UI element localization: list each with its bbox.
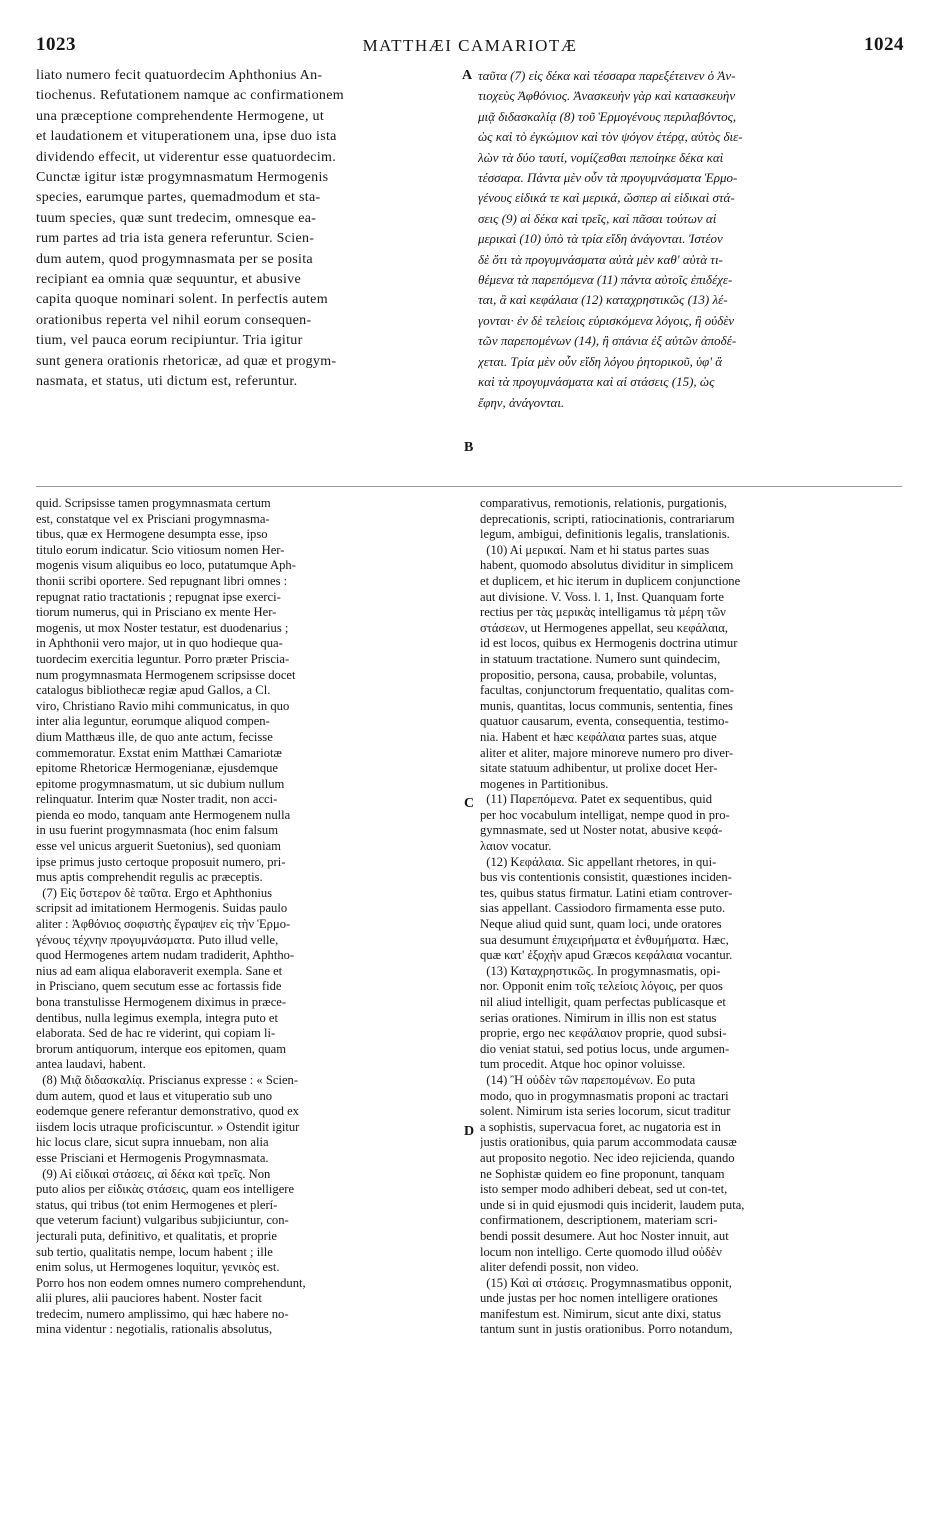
note-line: nius ad eam aliqua elaboraverit exempla. Sane et — [36, 963, 283, 978]
text-line: nasmata, et status, uti dictum est, referuntur. — [36, 374, 298, 390]
note-line: in usu fuerint progymnasmata (hoc enim falsum — [36, 823, 279, 838]
note-line: confirmationem, descriptionem, materiam scri- — [480, 1213, 718, 1228]
note-line: nil aliud intelligit, quam perfectas publicasque et — [480, 995, 726, 1009]
note-line: deprecationis, scripti, ratiocinationis, contrariarum — [480, 511, 735, 526]
text-line: σεις (9) αἱ δέκα καὶ τρεῖς, καὶ πᾶσαι τούτων αἱ — [478, 210, 717, 226]
note-line: in statuum tractatione. Numero sunt quindecim, — [480, 651, 721, 666]
note-line: a sophistis, supervacua foret, ac nugatoria est in — [480, 1119, 721, 1134]
note-line: legum, ambigui, definitionis legalis, translationis. — [480, 527, 730, 542]
text-line: tiochenus. Refutationem namque ac confirmationem — [36, 88, 344, 104]
note-line: (14) Ἢ οὐδὲν τῶν παρεπομένων. Eo puta — [480, 1072, 696, 1087]
section-marker-c: C — [464, 796, 475, 811]
note-line: aut divisione. V. Voss. l. 1, Inst. Quanquam forte — [480, 589, 724, 604]
note-line: tes, quibus status firmatur. Latini etiam controver- — [480, 885, 733, 900]
text-line: δὲ ὅτι τὰ προγυμνάσματα αὐτὰ μὲν καθ' αὑτὰ τι- — [478, 251, 723, 267]
note-line: sub tertio, qualitatis nempe, locum habent ; ille — [36, 1244, 273, 1259]
greek-text-column — [478, 66, 902, 413]
note-line: est, constatque vel ex Prisciani progymnasma- — [36, 511, 270, 526]
text-line: et laudationem et vituperationem una, ipse duo ista — [36, 129, 337, 145]
note-line: thonii scribi oportere. Sed repugnant libri omnes : — [36, 573, 288, 588]
note-line: sitate statuum adhibentur, ut prolixe docet Her- — [480, 761, 718, 776]
text-line: Cunctæ igitur istæ progymnasmatum Hermogenis — [36, 170, 329, 186]
section-marker-d: D — [464, 1124, 475, 1139]
note-line: quod Hermogenes artem nudam tradiderit, Aphtho- — [36, 948, 295, 963]
note-line: habent, quomodo absolutus dividitur in simplicem — [480, 558, 734, 573]
note-line: num progymnasmata Hermogenem scripsisse docet — [36, 667, 296, 682]
note-line: tantum sunt in justis orationibus. Porro notandum, — [480, 1322, 733, 1337]
note-line: hic locus clare, sicut supra innuebam, non alia — [36, 1135, 269, 1150]
note-line: propositio, persona, causa, probabile, voluntas, — [480, 667, 717, 682]
text-line: species, earumque partes, quemadmodum et sta- — [36, 190, 321, 206]
note-line: Neque aliud quid sunt, quam loci, unde oratores — [480, 917, 722, 932]
text-line: καὶ τὰ προγυμνάσματα καὶ αἱ στάσεις (15), ὡς — [478, 374, 715, 390]
note-line: (11) Παρεπόμενα. Patet ex sequentibus, quid — [480, 792, 713, 807]
note-line: στάσεων, ut Hermogenes appellat, seu κεφάλαια, — [480, 620, 728, 635]
note-line: mogenis visum aliquibus eo loco, putatumque Aph- — [36, 558, 296, 573]
note-line: commemoratur. Exstat enim Matthæi Camariotæ — [36, 745, 282, 760]
note-line: rectius per τὰς μερικὰς intelligamus τὰ μέρη τῶν — [480, 605, 726, 620]
note-line: in Prisciano, quem secutum esse ac fortassis fide — [36, 979, 282, 994]
running-title: MATTHÆI CAMARIOTÆ — [362, 36, 578, 55]
text-line: μιᾷ διδασκαλίᾳ (8) τοῦ Ἑρμογένους περιλαβόντος, — [478, 108, 737, 124]
note-line: mogenes in Partitionibus. — [480, 776, 609, 791]
note-line: antea laudavi, habent. — [36, 1057, 146, 1072]
note-line: dio veniat statui, sed potius locus, unde argumen- — [480, 1041, 730, 1056]
note-line: (12) Κεφάλαια. Sic appellant rhetores, in qui- — [480, 854, 717, 869]
note-line: et duplicem, et hic iterum in duplicem conjunctione — [480, 573, 741, 588]
note-line: (9) Αἱ εἰδικαὶ στάσεις, αἱ δέκα καὶ τρεῖς. Non — [36, 1166, 271, 1181]
text-line: τῶν παρεπομένων (14), ἢ σπάνια ἐξ αὐτῶν ἀποδέ- — [478, 333, 737, 349]
note-line: epitome Rhetoricæ Hermogenianæ, ejusdemque — [36, 761, 279, 776]
text-line: ἔφην, ἀνάγονται. — [478, 394, 565, 410]
note-line: esse vel unicus arguerit Suetonius), sed quoniam — [36, 839, 281, 854]
note-line: tiorum numerus, qui in Prisciano ex mente Her- — [36, 605, 277, 620]
note-line: locum non intelligo. Certe quomodo illud οὐδὲν — [480, 1244, 722, 1259]
note-line: nia. Habent et hæc κεφάλαια partes suas, atque — [480, 729, 717, 744]
section-marker-b: B — [464, 440, 474, 455]
note-line: sua desumunt ἐπιχειρήματα et ἐνθυμήματα. Hæc, — [480, 932, 729, 947]
note-line: bus vis contentionis consistit, quæstiones inciden- — [480, 870, 732, 885]
text-line: capita quoque nominari solent. In perfectis autem — [36, 292, 328, 308]
page-number-left: 1023 — [36, 34, 76, 55]
text-line: orationibus reperta vel nihil eorum consequen- — [36, 312, 312, 328]
note-line: catalogus bibliothecæ regiæ apud Gallos, a Cl. — [36, 683, 271, 698]
note-line: status, qui tribus (tot enim Hermogenes et plerí- — [36, 1197, 278, 1212]
note-line: relinquatur. Interim quæ Noster tradit, non acci- — [36, 792, 278, 807]
note-line: in Aphthonii vero major, ut in quo hodieque qua- — [36, 636, 283, 651]
note-line: tuordecim exercitia leguntur. Porro præter Priscia- — [36, 651, 290, 666]
note-line: gymnasmate, sed ut Noster notat, abusive κεφά- — [480, 823, 723, 838]
notes-column-right — [480, 496, 902, 1338]
text-line: μερικαὶ (10) ὑπὸ τὰ τρία εἴδη ἀνάγονται. Ἰστέον — [478, 231, 723, 247]
note-line: γένους τέχνην προγυμνάσματα. Puto illud velle, — [36, 932, 279, 947]
note-line: Porro hos non eodem omnes numero comprehendunt, — [36, 1275, 306, 1290]
note-line: ipse primus justo certoque proposuit numero, pri- — [36, 854, 286, 869]
note-line: tum procedit. Atque hoc opinor voluisse. — [480, 1057, 686, 1072]
note-line: titulo eorum indicatur. Scio vitiosum nomen Her- — [36, 542, 285, 557]
text-line: rum partes ad tria ista genera referuntur. Scien- — [36, 231, 315, 247]
text-line: dividendo effecit, ut viderentur esse quatuordecim. — [36, 149, 337, 165]
text-line: sunt genera orationis rhetoricæ, ad quæ et progym- — [36, 353, 337, 369]
text-line: χεται. Τρία μὲν οὖν εἴδη λόγου ῥητορικοῦ, ὑφ' ἃ — [478, 353, 723, 369]
note-line: per hoc vocabulum intelligat, nempe quod in pro- — [480, 807, 730, 822]
note-line: justis orationibus, quia parum accommodata causæ — [480, 1135, 737, 1150]
note-line: (8) Μιᾷ διδασκαλίᾳ. Priscianus expresse : « Scien- — [36, 1072, 299, 1087]
text-line: ταῦτα (7) εἰς δέκα καὶ τέσσαρα παρεξέτεινεν ὁ Ἀν- — [478, 68, 736, 83]
note-line: esse Prisciani et Hermogenis Progymnasmata. — [36, 1150, 269, 1165]
note-line: mina videntur : negotialis, rationalis absolutus, — [36, 1322, 273, 1337]
note-line: aliter defendi possit, non video. — [480, 1260, 639, 1275]
text-line: γονται· ἐν δὲ τελείοις εὑρισκόμενα λόγοις, ἢ οὐδὲν — [478, 312, 735, 328]
note-line: dentibus, nulla legimus exempla, integra puto et — [36, 1010, 279, 1025]
text-line: dum autem, quod progymnasmata per se posita — [36, 251, 313, 267]
note-line: alii plures, alii pauciores habent. Noster facit — [36, 1291, 262, 1306]
note-line: λαιον vocatur. — [480, 839, 552, 854]
note-line: eodemque genere referantur demonstrativo, quod ex — [36, 1104, 299, 1119]
text-line: una præceptione comprehendente Hermogene, ut — [36, 108, 325, 124]
note-line: mus aptis comprehendit regulis ac præceptis. — [36, 870, 263, 885]
page-number-right: 1024 — [864, 34, 904, 55]
note-line: que veterum faciunt) vulgaribus subjiciuntur, con- — [36, 1213, 289, 1228]
note-line: solent. Nimirum ista series locorum, sicut traditur — [480, 1104, 731, 1119]
notes-column-left — [36, 496, 458, 1338]
note-line: munis, quantitas, locus communis, sententia, fines — [480, 698, 733, 713]
note-line: modo, quo in progymnasmatis proponi ac tractari — [480, 1088, 729, 1103]
text-line: γένους εἰδικά τε καὶ μερικά, ὥσπερ αἱ εἰδικαὶ στά- — [478, 190, 735, 206]
note-line: aliter et aliter, majore minoreve numero pro diver- — [480, 745, 734, 760]
note-line: jecturali puta, definitivo, et qualitatis, et proprie — [36, 1228, 277, 1243]
note-line: (13) Καταχρηστικῶς. In progymnasmatis, opi- — [480, 963, 721, 978]
section-marker-a: A — [462, 68, 473, 83]
note-line: iisdem locis utraque proficiscuntur. » Ostendit igitur — [36, 1119, 300, 1134]
note-line: quatuor causarum, eventa, consequentia, testimo- — [480, 714, 729, 729]
note-line: serias orationes. Nimirum in illis non est status — [480, 1010, 717, 1025]
note-line: tibus, quæ ex Hermogene desumpta esse, ipso — [36, 527, 268, 542]
note-line: proprie, ergo nec κεφάλαιον proprie, quod subsi- — [480, 1026, 727, 1041]
note-line: mogenis, ut mox Noster testatur, est duodenarius ; — [36, 620, 289, 635]
note-line: pienda eo modo, tanquam ante Hermogenem nulla — [36, 807, 291, 822]
note-line: bendi possit desumere. Aut hoc Noster innuit, aut — [480, 1228, 729, 1243]
note-line: quæ κατ' ἐξοχὴν apud Græcos κεφάλαια vocantur. — [480, 948, 733, 963]
note-line: facultas, conjunctorum frequentatio, qualitas com- — [480, 683, 734, 698]
note-line: puto alios per εἰδικὰς στάσεις, quam eos intelligere — [36, 1182, 295, 1197]
note-line: isto semper modo adhiberi debeat, sed ut con-tet, — [480, 1182, 728, 1197]
note-line: tredecim, numero amplissimo, qui hæc habere no- — [36, 1306, 289, 1321]
note-line: aliter : Ἀφθόνιος σοφιστὴς ἔγραψεν εἰς τὴν Ἑρμο- — [36, 917, 291, 932]
text-line: liato numero fecit quatuordecim Aphthonius An- — [36, 68, 323, 83]
section-divider — [36, 486, 902, 487]
note-line: manifestum est. Nimirum, sicut ante dixi, status — [480, 1306, 721, 1321]
note-line: bona transtulisse Hermogenem diximus in præce- — [36, 995, 287, 1009]
note-line: (15) Καὶ αἱ στάσεις. Progymnasmatibus opponit, — [480, 1275, 732, 1290]
text-line: τέσσαρα. Πάντα μὲν οὖν τὰ προγυμνάσματα Ἑρμο- — [478, 170, 738, 186]
note-line: dium Matthæus ille, de quo ante actum, fecisse — [36, 729, 273, 744]
note-line: enim solus, ut Hermogenes loquitur, γενικὸς est. — [36, 1260, 280, 1275]
note-line: ne Sophistæ quidem eo fine proponunt, tanquam — [480, 1166, 725, 1181]
note-line: unde justas per hoc nomen intelligere orationes — [480, 1291, 718, 1306]
latin-text-column — [36, 66, 458, 393]
text-line: recipiant ea omnia quæ sequuntur, et abusive — [36, 272, 301, 288]
note-line: (10) Αἱ μερικαί. Nam et hi status partes suas — [480, 542, 710, 557]
note-line: dum autem, quod et laus et vituperatio sub uno — [36, 1088, 273, 1103]
note-line: quid. Scripsisse tamen progymnasmata certum — [36, 496, 271, 510]
text-line: λὼν τὰ δύο ταυτί, νομίζεσθαι πεποίηκε δέκα καὶ — [478, 149, 724, 165]
text-line: tium, vel pauca eorum recipiuntur. Tria igitur — [36, 333, 303, 349]
note-line: unde si in quid ejusmodi quis inciderit, laudem puta, — [480, 1197, 745, 1212]
note-line: inter alia leguntur, eorumque aliquod compen- — [36, 714, 270, 729]
text-line: θέμενα τὰ παρεπόμενα (11) πάντα αὐτοῖς ἐπιδέχε- — [478, 272, 733, 288]
text-line: ται, ἃ καὶ κεφάλαια (12) καταχρηστικῶς (13) λέ- — [478, 292, 728, 308]
note-line: id est locos, quibus ex Hermogenis doctrina utimur — [480, 636, 738, 651]
text-line: ὡς καὶ τὸ ἐγκώμιον καὶ τὸν ψόγον ἑτέρᾳ, αὐτὸς διε- — [478, 129, 743, 145]
note-line: (7) Εἰς ὕστερον δὲ ταῦτα. Ergo et Aphthonius — [36, 885, 273, 900]
note-line: brorum antiquorum, interque eos epitomen, quam — [36, 1041, 287, 1056]
note-line: comparativus, remotionis, relationis, purgationis, — [480, 496, 728, 510]
text-line: τιοχεὺς Ἀφθόνιος. Ἀνασκευὴν γὰρ καὶ κατασκευὴν — [478, 88, 736, 104]
running-header — [36, 34, 904, 60]
note-line: aut proposito negotio. Nec ideo rejicienda, quando — [480, 1150, 735, 1165]
note-line: scripsit ad imitationem Hermogenis. Suidas paulo — [36, 901, 288, 916]
note-line: repugnat ratio tractationis ; repugnat ipse exerci- — [36, 589, 281, 604]
note-line: epitome progymnasmatum, ut sic dubium nullum — [36, 776, 285, 791]
note-line: elaborata. Sed de hac re viderint, qui copiam li- — [36, 1026, 276, 1041]
note-line: nor. Opponit enim τοῖς τελείοις λόγοις, per quos — [480, 979, 723, 994]
text-line: tuum species, quæ sunt tredecim, omnesque ea- — [36, 210, 317, 226]
note-line: viro, Christiano Ravio mihi communicatus, in quo — [36, 698, 290, 713]
note-line: sias appellant. Cassiodoro firmamenta esse puto. — [480, 901, 726, 916]
